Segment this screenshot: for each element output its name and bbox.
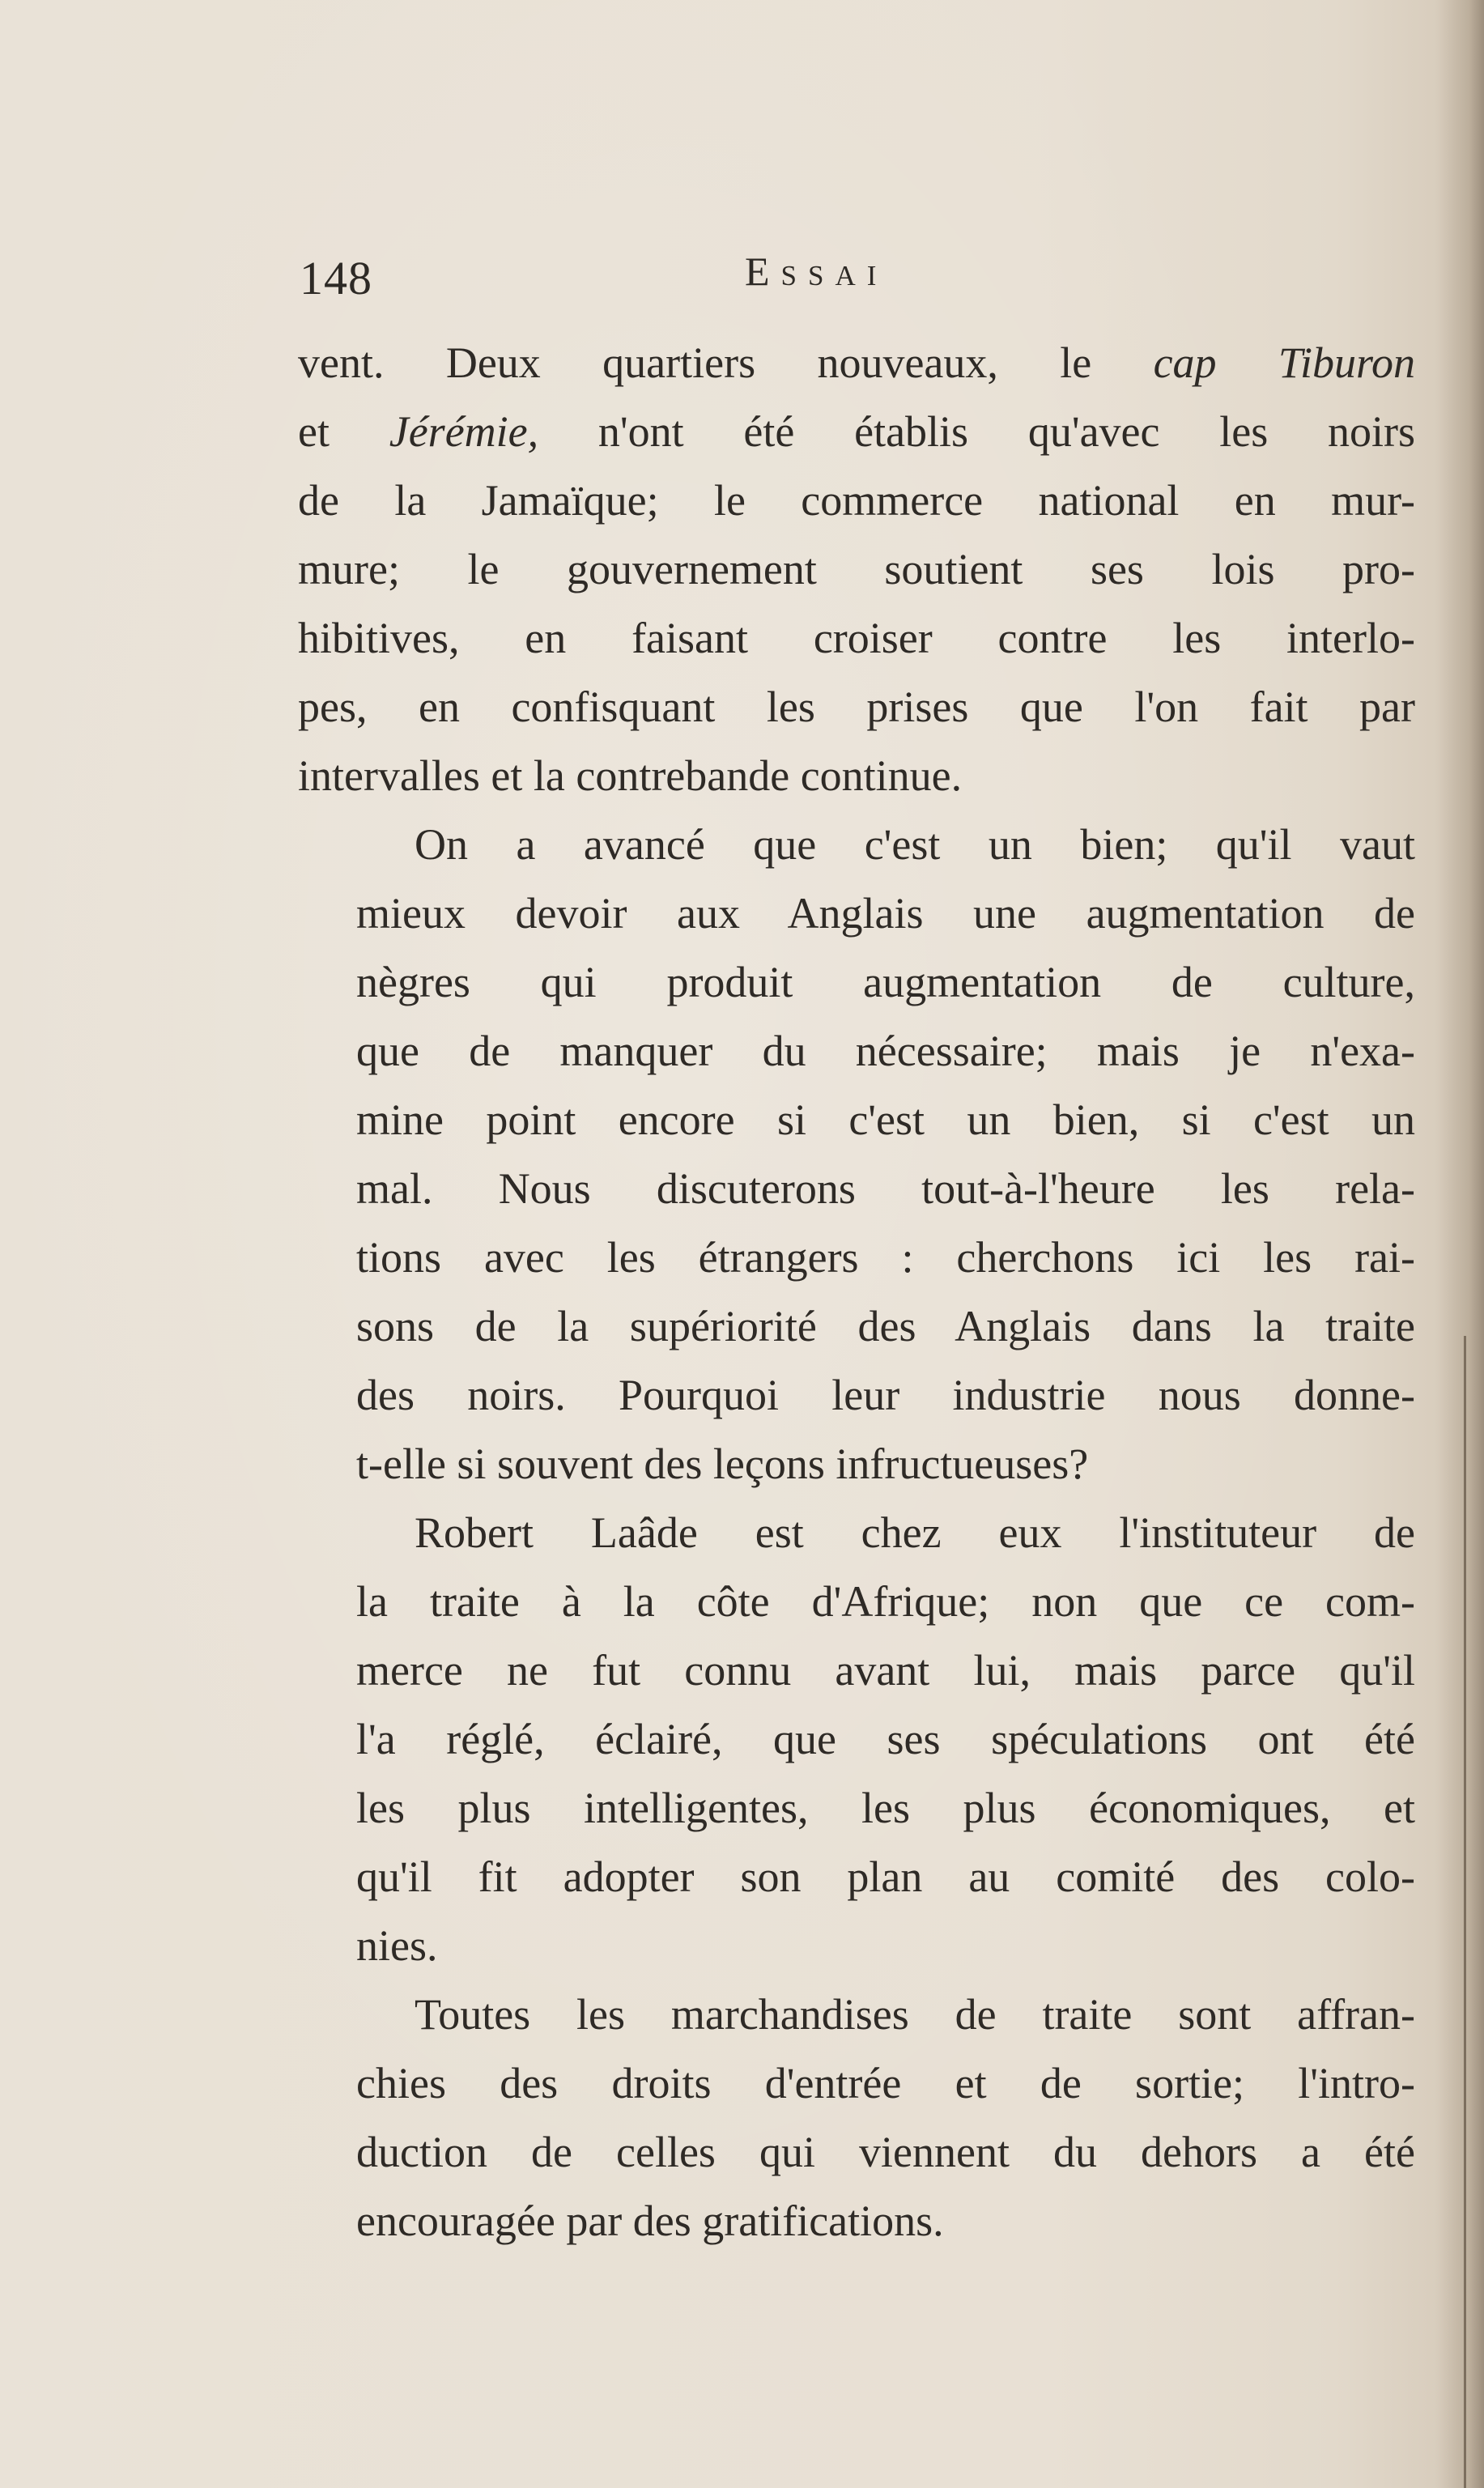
line-text: nies. [356,1921,438,1970]
text-line [298,1292,1415,1361]
text-line [298,1223,1415,1292]
line-text: mine point encore si c'est un bien, si c'est un [356,1095,1415,1144]
text-line [298,329,1415,398]
line-text: sons de la supériorité des Anglais dans la traite [356,1302,1415,1350]
line-text: encouragée par des gratifications. [356,2197,944,2245]
line-text: des noirs. Pourquoi leur industrie nous donne- [356,1371,1415,1419]
line-text: l'a réglé, éclairé, que ses spéculations ont été [356,1715,1415,1763]
text-line [298,1843,1415,1912]
text-line [298,1774,1415,1843]
line-text: nègres qui produit augmentation de culture, [356,958,1415,1006]
line-text: n'ont été établis qu'avec les noirs [538,407,1415,456]
text-line [298,1705,1415,1774]
italic-text: cap Tiburon [1153,338,1415,387]
text-line [298,948,1415,1017]
text-line [298,1912,1415,1980]
italic-text: Jérémie, [389,407,539,456]
line-text: pes, en confisquant les prises que l'on fait par [298,683,1415,731]
paragraph [298,329,1415,810]
line-text: Robert Laâde est chez eux l'instituteur de [415,1508,1415,1557]
line-text: les plus intelligentes, les plus économiques, et [356,1784,1415,1832]
text-line [298,879,1415,948]
line-text: mure; le gouvernement soutient ses lois pro- [298,545,1415,593]
line-text: et [298,407,389,456]
line-text: que de manquer du nécessaire; mais je n'exa- [356,1027,1415,1075]
text-line [298,2187,1415,2256]
text-line [298,742,1415,810]
running-head-text: Essai [745,249,888,294]
paragraph [298,1980,1415,2256]
text-line [298,1017,1415,1086]
page-edge-shadow [1435,0,1484,2488]
text-line [298,1155,1415,1223]
line-text: la traite à la côte d'Afrique; non que ce com- [356,1577,1415,1626]
page-number: 148 [300,252,372,304]
running-head [745,248,887,295]
line-text: On a avancé que c'est un bien; qu'il vaut [415,820,1415,869]
paragraph [298,1499,1415,1980]
text-line [298,1567,1415,1636]
line-text: vent. Deux quartiers nouveaux, le [298,338,1154,387]
text-line [298,2049,1415,2118]
paragraph [298,810,1415,1499]
text-line [298,1361,1415,1430]
text-line [298,1086,1415,1155]
line-text: merce ne fut connu avant lui, mais parce qu'il [356,1646,1415,1695]
text-line [298,604,1415,673]
page-edge-line [1464,1336,1466,2488]
line-text: intervalles et la contrebande continue. [298,751,963,800]
text-line [298,1636,1415,1705]
line-text: mieux devoir aux Anglais une augmentation de [356,889,1415,938]
text-line [298,535,1415,604]
text-line [298,398,1415,466]
line-text: hibitives, en faisant croiser contre les interlo- [298,614,1415,662]
line-text: mal. Nous discuterons tout-à-l'heure les rela- [356,1164,1415,1213]
text-line [298,466,1415,535]
line-text: t-elle si souvent des leçons infructueuses? [356,1440,1089,1488]
text-line [298,673,1415,742]
text-line [298,1980,1415,2049]
body-text [298,329,1415,2256]
line-text: de la Jamaïque; le commerce national en mur- [298,476,1415,525]
line-text: duction de celles qui viennent du dehors a été [356,2128,1415,2176]
text-line [298,2118,1415,2187]
line-text: Toutes les marchandises de traite sont affran- [415,1990,1415,2039]
text-line [298,1499,1415,1567]
text-line [298,1430,1415,1499]
text-line [298,810,1415,879]
page-header [300,243,1417,316]
line-text: chies des droits d'entrée et de sortie; l'intro- [356,2059,1415,2107]
line-text: tions avec les étrangers : cherchons ici les rai- [356,1233,1415,1282]
line-text: qu'il fit adopter son plan au comité des colo- [356,1852,1415,1901]
